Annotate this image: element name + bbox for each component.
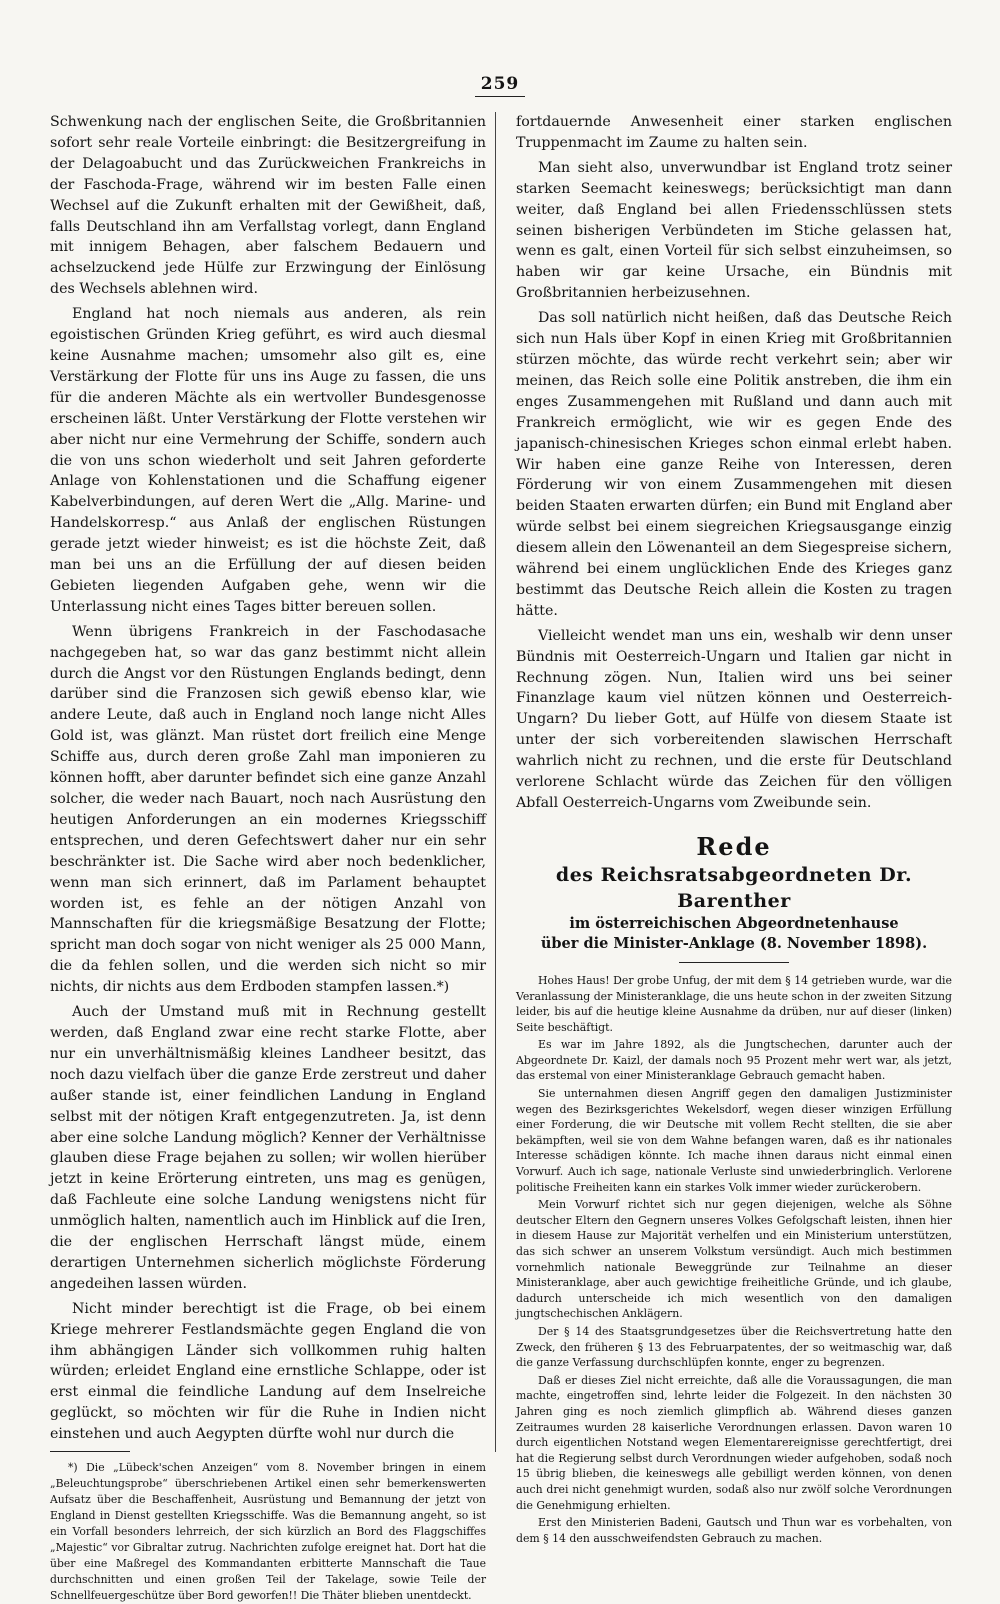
paragraph: Vielleicht wendet man uns ein, weshalb wir denn unser Bündnis mit Oesterreich-Ungarn und Italien gar nicht in Rechnung zögen. Nun, Italien wird uns bei seiner Finanzlage kaum viel nützen können und Oesterreich-Ungarn? Du lieber Gott, auf Hülfe von diesem Staate ist unter der sich vorbereitenden slawischen Herrschaft wahrlich nicht zu rechnen, und die erste für Deutschland verlorene Schlacht würde das Zeichen für den völligen Abfall Oesterreich-Ungarns vom Zweibunde sein. xyxy=(516,627,952,811)
speech-paragraph: Erst den Ministerien Badeni, Gautsch und Thun war es vorbehalten, von dem § 14 den ausschweifendsten Gebrauch zu machen. xyxy=(516,1516,952,1545)
paragraph: Wenn übrigens Frankreich in der Faschodasache nachgegeben hat, so war das ganz bestimmt nicht allein durch die Angst vor den Rüstungen Englands bedingt, denn darüber sind die Franzosen sich gewiß ebenso klar, wie andere Leute, daß auch in England noch lange nicht Alles Gold ist, was glänzt. Man rüstet dort freilich eine Menge Schiffe aus, durch deren große Zahl man imponieren zu können hofft, aber darunter befindet sich eine ganze Anzahl solcher, die weder nach Bauart, noch nach Ausrüstung den heutigen Anforderungen an ein modernes Kriegsschiff entsprechen, und deren Gefechtswert daher nur ein sehr beschränkter ist. Die Sache wird aber noch bedenklicher, wenn man sich erinnert, daß im Parlament behauptet worden ist, es fehle an der nötigen Anzahl von Mannschaften für die kriegsmäßige Besatzung der Flotte; spricht man doch sogar von nicht weniger als 25 000 Mann, die da fehlen sollen, und die werden sich nicht so mir nichts, dir nichts aus dem Erdboden stampfen lassen.*) xyxy=(50,623,486,996)
left-column xyxy=(50,112,486,1604)
speech-paragraph: Mein Vorwurf richtet sich nur gegen diejenigen, welche als Söhne deutscher Eltern den Gegnern unseres Volkes Gefolgschaft leisten, ihnen hier in diesem Hause zur Majorität verhelfen und ein Ministerium unterstützen, das sich schwer an unserem Volkstum versündigt. Auch mich bestimmen vornehmlich nationale Beweggründe zur Teilnahme an dieser Ministeranklage, aber auch gewichtige freiheitliche Gründe, und ich glaube, dadurch unterscheide ich mich wesentlich von den damaligen jungtschechischen Anklägern. xyxy=(516,1198,952,1321)
speech-paragraph: Hohes Haus! Der grobe Unfug, der mit dem § 14 getrieben wurde, war die Veranlassung der Ministeranklage, die uns heute schon in der zweiten Sitzung leider, bis auf die heutige kleine Ausnahme da drüben, nur auf dieser (linken) Seite beschäftigt. xyxy=(516,973,952,1034)
footnote-rule xyxy=(50,1451,130,1452)
speech-paragraph: Daß er dieses Ziel nicht erreichte, daß alle die Voraussagungen, die man machte, eingetroffen sind, lehrte leider die Folgezeit. In den nächsten 30 Jahren ging es noch ziemlich glimpflich ab. Während dieses ganzen Zeitraumes wurden 28 kaiserliche Verordnungen erlassen. Davon waren 10 durch eigentlichen Notstand wegen Elementarereignisse gerechtfertigt, drei hat die Regierung selbst durch Verordnungen wieder aufgehoben, sodaß noch 15 übrig blieben, die keineswegs alle gebilligt werden können, von denen auch drei nicht genehmigt wurden, sodaß also nur zwölf solche Verordnungen die Genehmigung erhielten. xyxy=(516,1373,952,1512)
speech-paragraph: Es war im Jahre 1892, als die Jungtschechen, darunter auch der Abgeordnete Dr. Kaizl, der damals noch 95 Prozent mehr wert war, als jetzt, das erstemal von einer Ministeranklage Gebrauch gemacht haben. xyxy=(516,1038,952,1083)
speech-venue: im österreichischen Abgeordnetenhause xyxy=(569,914,899,932)
paragraph: England hat noch niemals aus anderen, als rein egoistischen Gründen Krieg geführt, es wird auch diesmal keine Ausnahme machen; umsomehr also gilt es, eine Verstärkung der Flotte für uns ins Auge zu fassen, die uns für die anderen Mächte als ein wertvoller Bundesgenosse erscheinen läßt. Unter Verstärkung der Flotte verstehen wir aber nicht nur eine Vermehrung der Schiffe, sondern auch die von uns schon wiederholt und seit Jahren geforderte Anlage von Kohlenstationen und die Schaffung eigener Kabelverbindungen, auf deren Wert die „Allg. Marine- und Handelskorresp.“ aus Anlaß der englischen Rüstungen gerade jetzt wieder hinweist; es ist die höchste Zeit, daß man bei uns an die Erfüllung der auf diesen beiden Gebieten liegenden Aufgaben gehe, wenn wir die Unterlassung nicht eines Tages bitter bereuen sollen. xyxy=(50,306,486,615)
right-column xyxy=(516,112,952,1604)
speech-paragraph: Sie unternahmen diesen Angriff gegen den damaligen Justizminister wegen des Bezirksgerichtes Wekelsdorf, wegen dieser winzigen Erfüllung einer Forderung, die wir Deutsche mit vollem Recht stellten, die sie aber bekämpften, weil sie von dem Wahne befangen waren, daß es ihr nationales Interesse schädigen könnte. Ich mache ihnen daraus nicht einmal einen Vorwurf. Auch ich sage, nationale Verluste sind unwiederbringlich. Verlorene politische Freiheiten kann ein starkes Volk immer wieder zurückerobern. xyxy=(516,1087,952,1194)
paragraph: Auch der Umstand muß mit in Rechnung gestellt werden, daß England zwar eine recht starke Flotte, aber nur ein unverhältnismäßig kleines Landheer besitzt, das noch dazu vielfach über die ganze Erde zerstreut und daher außer stande ist, einer feindlichen Landung in England selbst mit der nötigen Kraft entgegenzutreten. Ja, ist denn aber eine solche Landung möglich? Kenner der Verhältnisse glauben diese Frage bejahen zu sollen; wir wollen hierüber jetzt in keine Erörterung eintreten, uns mag es genügen, daß Fachleute eine solche Landung wenigstens nicht für unmöglich halten, namentlich auch im Hinblick auf die Iren, die der englischen Herrschaft längst müde, einem derartigen Unternehmen sicherlich möglichste Förderung angedeihen lassen würden. xyxy=(50,1004,486,1292)
paragraph: fortdauernde Anwesenheit einer starken englischen Truppenmacht im Zaume zu halten sein. xyxy=(516,114,952,151)
paragraph: Schwenkung nach der englischen Seite, die Großbritannien sofort sehr reale Vorteile einbringt: die Besitzergreifung in der Delagoabucht und das Zurückweichen Frankreichs in der Faschoda-Frage, während wir im besten Falle einen Wechsel auf die Zukunft erhalten mit der Gewißheit, daß, falls Deutschland ihn am Verfallstag vorlegt, dann England mit innigem Behagen, aber falschem Bedauern und achselzuckend jede Hülfe zur Erzwingung der Einlösung des Wechsels ablehnen wird. xyxy=(50,114,486,298)
speech-title: Rede xyxy=(696,831,772,861)
speech-speaker: des Reichsratsabgeordneten Dr. Barenther xyxy=(555,863,913,912)
paragraph: Man sieht also, unverwundbar ist England trotz seiner starken Seemacht keineswegs; berücksichtigt man dann weiter, daß England bei allen Friedensschlüssen stets seinen bisherigen Verbündeten im Stiche gelassen hat, wenn es galt, einen Vorteil für sich selbst einzuheimsen, so haben wir gar keine Ursache, ein Bündnis mit Großbritannien herbeizusehnen. xyxy=(516,159,952,302)
speech-subject: über die Minister-Anklage (8. November 1898). xyxy=(540,934,928,952)
text-columns xyxy=(50,112,952,1604)
footnote: *) Die „Lübeck'schen Anzeigen“ vom 8. November bringen in einem „Beleuchtungsprobe“ überschriebenen Artikel einen sehr bemerkenswerten Aufsatz über die Beschaffenheit, Ausrüstung und Bemannung der jetzt von England in Dienst gestellten Kriegsschiffe. Was die Bemannung angeht, so ist ein Vorfall besonders lehrreich, der sich kürzlich an Bord des Flaggschiffes „Majestic“ vor Gibraltar zutrug. Nachrichten zufolge ereignet hat. Dort hat die über eine Maßregel des Kommandanten erbitterte Mannschaft die Taue durchschnitten und einen großen Teil der Takelage, sowie Teile der Schnellfeuergeschütze über Bord geworfen!! Die Thäter blieben unentdeckt. xyxy=(50,1461,486,1603)
speech-rule xyxy=(679,962,789,963)
paragraph: Das soll natürlich nicht heißen, daß das Deutsche Reich sich nun Hals über Kopf in einen Krieg mit Großbritannien stürzen möchte, das würde recht verkehrt sein; aber wir meinen, das Reich solle eine Politik anstreben, die ihm ein enges Zusammengehen mit Rußland und dann auch mit Frankreich ermöglicht, wie wir es gegen Ende des japanisch-chinesischen Krieges schon einmal erlebt haben. Wir haben eine ganze Reihe von Interessen, deren Förderung wir von einem Zusammengehen mit diesen beiden Staaten erwarten dürfen; ein Bund mit England aber würde selbst bei einem siegreichen Kriegsausgange einzig diesem allein den Löwenanteil an dem Siegespreise sichern, während bei einem unglücklichen Ende des Krieges ganz bestimmt das Deutsche Reich allein die Kosten zu tragen hätte. xyxy=(516,310,952,619)
paragraph: Nicht minder berechtigt ist die Frage, ob bei einem Kriege mehrerer Festlandsmächte gegen England die von ihm abhängigen Länder sich vollkommen ruhig halten würden; erleidet England eine ernstliche Schlappe, oder ist erst einmal die feindliche Landung auf dem Inselreiche geglückt, so möchten wir für die Ruhe in Indien nicht einstehen und auch Aegypten dürfte wohl nur durch die xyxy=(50,1300,486,1443)
speech-heading xyxy=(516,832,952,963)
page-number: 259 xyxy=(0,74,1000,94)
speech-paragraph: Der § 14 des Staatsgrundgesetzes über die Reichsvertretung hatte den Zweck, den früheren § 13 des Februarpatentes, der so weitmaschig war, daß die ganze Verfassung durchschlüpfen konnte, enger zu begrenzen. xyxy=(516,1324,952,1370)
